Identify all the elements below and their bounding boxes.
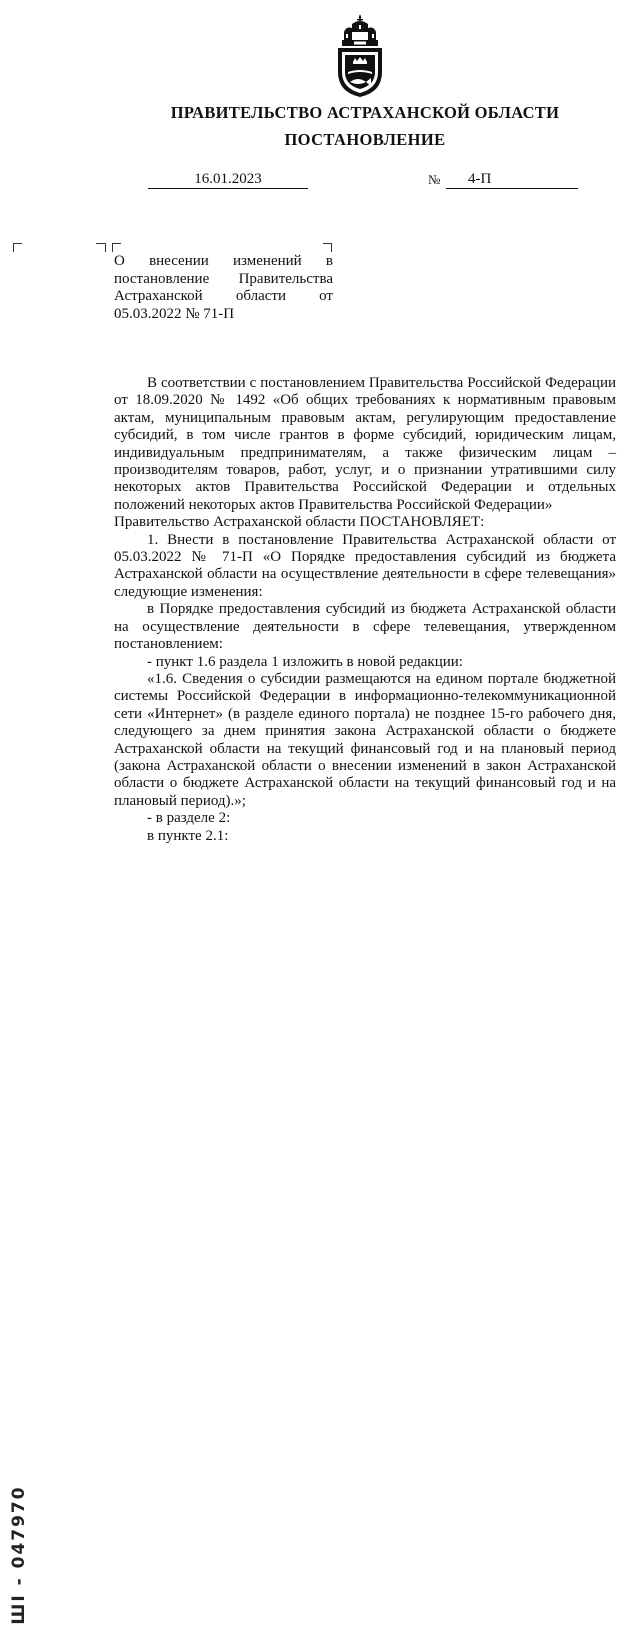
body-paragraph: - в разделе 2:	[147, 810, 231, 827]
corner-mark	[96, 243, 106, 252]
registration-stamp	[6, 740, 32, 1625]
body-paragraph: в пункте 2.1:	[147, 827, 229, 844]
body-paragraph: Правительство Астраханской области ПОСТАНОВЛЯЕТ:	[114, 514, 485, 531]
document-body	[114, 375, 616, 845]
body-paragraph: «1.6. Сведения о субсидии размещаются на едином портале бюджетной системы Российской Федерации в информационно-телекоммуникационной сети «Интернет» (в разделе единого портала) не позднее 15-го рабочего дня, следующего за днем принятия закона Астраханской области о бюджете Астраханской области на текущий финансовый год и на плановый период (закона Астраханской области о внесении изменений в закон Астраханской области о бюджете Астраханской области на текущий финансовый год и на плановый период).»;	[114, 670, 616, 809]
body-paragraph: в Порядке предоставления субсидий из бюджета Астраханской области на осуществление деятельности в сфере телевещания, утвержденном постановлением:	[114, 601, 616, 653]
number-label: №	[428, 172, 441, 187]
corner-mark	[112, 243, 121, 252]
organization-title: ПРАВИТЕЛЬСТВО АСТРАХАНСКОЙ ОБЛАСТИ	[170, 103, 560, 122]
body-paragraph: 1. Внести в постановление Правительства Астраханской области от 05.03.2022 № 71-П «О Порядке предоставления субсидий из бюджета Астраханской области на осуществление деятельности в сфере телевещания» следующие изменения:	[114, 531, 616, 600]
body-paragraph: В соответствии с постановлением Правительства Российской Федерации от 18.09.2020 № 1492 «Об общих требованиях к нормативным правовым актам, муниципальным правовым актам, регулирующим предоставление субсидий, в том числе грантов в форме субсидий, юридическим лицам, индивидуальным предпринимателям, а также физическим лицам – производителям товаров, работ, услуг, и о признании утратившими силу некоторых актов Правительства Российской Федерации и отдельных положений некоторых актов Правительства Российской Федерации»	[114, 375, 616, 513]
document-type: ПОСТАНОВЛЕНИЕ	[284, 130, 446, 149]
document-subject: О внесении изменений в постановление Правительства Астраханской области от 05.03.2022 № 71-П	[114, 253, 333, 322]
corner-mark	[13, 243, 22, 252]
body-paragraph: - пункт 1.6 раздела 1 изложить в новой редакции:	[147, 653, 463, 670]
document-date: 16.01.2023	[148, 170, 308, 189]
coat-of-arms-icon	[334, 12, 386, 98]
document-number: 4-П	[446, 170, 578, 189]
stamp-number: ШІ - 047970	[9, 1485, 29, 1625]
corner-mark	[323, 243, 332, 252]
